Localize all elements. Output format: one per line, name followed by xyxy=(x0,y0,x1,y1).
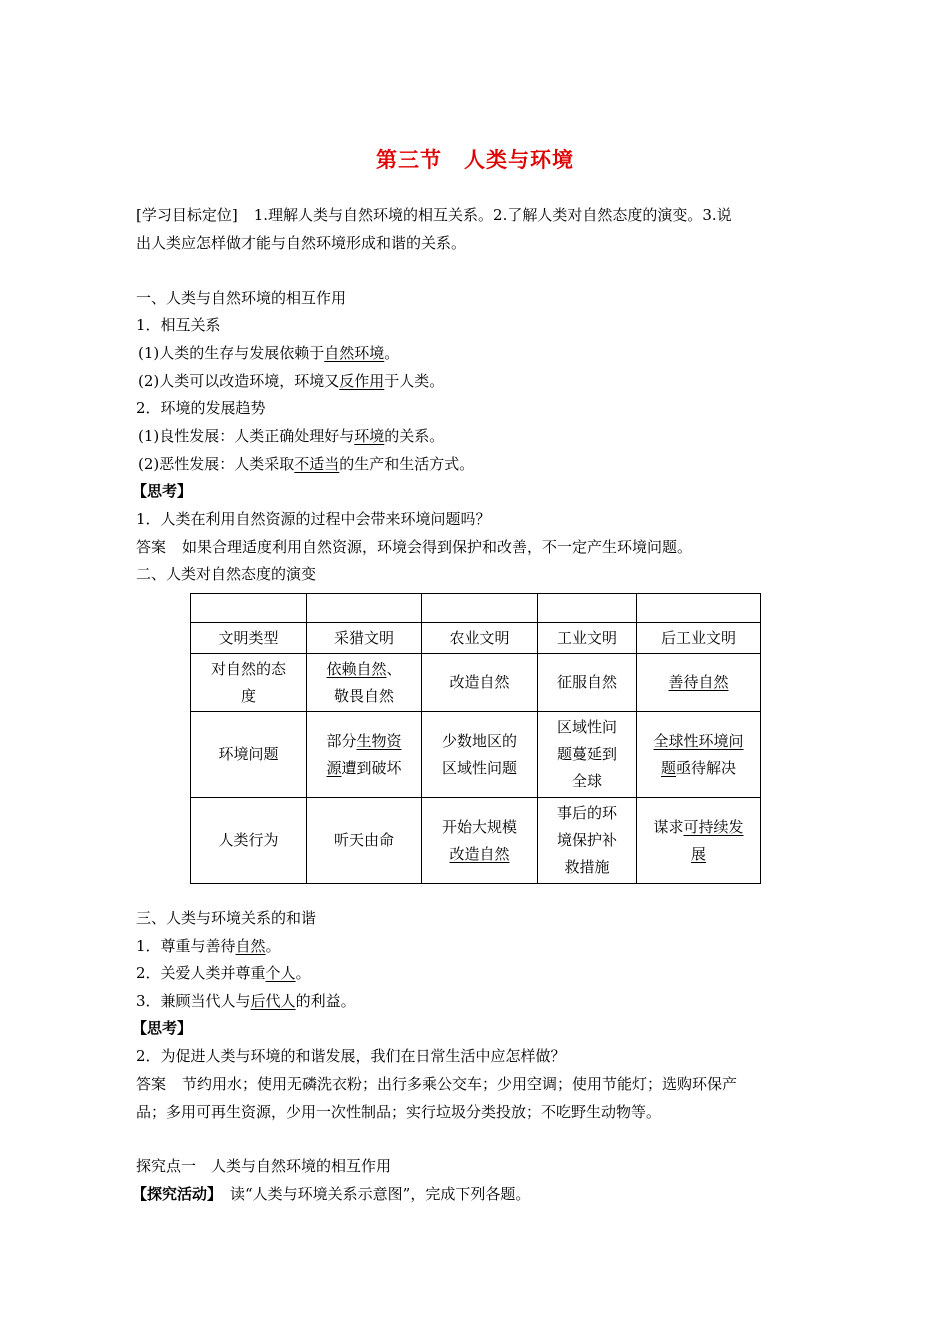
table-cell: 依赖自然、 敬畏自然 xyxy=(307,654,422,712)
list-item: 2．关爱人类并尊重个人。 xyxy=(136,964,311,982)
table-header-row xyxy=(191,623,761,654)
table-cell: 环境问题 xyxy=(191,712,307,798)
objective-label: [学习目标定位] xyxy=(136,206,238,224)
think-label: 【思考】 xyxy=(132,1019,193,1037)
table-header: 后工业文明 xyxy=(637,623,761,654)
civilization-table xyxy=(190,593,761,884)
subheading: 2．环境的发展趋势 xyxy=(136,399,266,417)
table-cell: 少数地区的 区域性问题 xyxy=(422,712,538,798)
objective-line-2: 出人类应怎样做才能与自然环境形成和谐的关系。 xyxy=(136,234,467,252)
explore-heading: 探究点一 人类与自然环境的相互作用 xyxy=(136,1157,392,1175)
table-cell: 善待自然 xyxy=(637,654,761,712)
table-header: 文明类型 xyxy=(191,623,307,654)
table-cell: 人类行为 xyxy=(191,798,307,884)
explore-activity: 【探究活动】 读“人类与环境关系示意图”，完成下列各题。 xyxy=(132,1185,531,1203)
section-heading-1: 一、人类与自然环境的相互作用 xyxy=(136,289,347,307)
table-cell: 对自然的态 度 xyxy=(191,654,307,712)
answer-continued: 品；多用可再生资源，少用一次性制品；实行垃圾分类投放；不吃野生动物等。 xyxy=(136,1103,662,1121)
table-cell: 改造自然 xyxy=(422,654,538,712)
page-title: 第三节 人类与环境 xyxy=(376,148,574,172)
think-label: 【思考】 xyxy=(132,482,193,500)
list-item: (2)恶性发展：人类采取不适当的生产和生活方式。 xyxy=(138,455,475,473)
question: 2．为促进人类与环境的和谐发展，我们在日常生活中应怎样做？ xyxy=(136,1047,566,1065)
list-item: 1．尊重与善待自然。 xyxy=(136,937,281,955)
table-row xyxy=(191,798,761,884)
answer: 答案 节约用水；使用无磷洗衣粉；出行多乘公交车；少用空调；使用节能灯；选购环保产 xyxy=(136,1075,738,1093)
table-cell: 谋求可持续发 展 xyxy=(637,798,761,884)
list-item: (1)良性发展：人类正确处理好与环境的关系。 xyxy=(138,427,445,445)
table-cell: 开始大规模 改造自然 xyxy=(422,798,538,884)
table-cell: 区域性问 题蔓延到 全球 xyxy=(538,712,637,798)
subheading: 1．相互关系 xyxy=(136,316,221,334)
activity-label: 【探究活动】 xyxy=(132,1185,223,1203)
table-row xyxy=(191,654,761,712)
objective-line-1: [学习目标定位] 1.理解人类与自然环境的相互关系。2.了解人类对自然态度的演变。3.说 xyxy=(136,206,732,224)
table-header: 采猎文明 xyxy=(307,623,422,654)
table-cell: 听天由命 xyxy=(307,798,422,884)
question: 1．人类在利用自然资源的过程中会带来环境问题吗？ xyxy=(136,510,491,528)
section-heading-3: 三、人类与环境关系的和谐 xyxy=(136,909,317,927)
table-cell: 事后的环 境保护补 救措施 xyxy=(538,798,637,884)
answer: 答案 如果合理适度利用自然资源，环境会得到保护和改善，不一定产生环境问题。 xyxy=(136,538,693,556)
table-cell: 征服自然 xyxy=(538,654,637,712)
list-item: (1)人类的生存与发展依赖于自然环境。 xyxy=(138,344,400,362)
table-header: 工业文明 xyxy=(538,623,637,654)
list-item: 3．兼顾当代人与后代人的利益。 xyxy=(136,992,356,1010)
section-heading-2: 二、人类对自然态度的演变 xyxy=(136,565,317,583)
table-row xyxy=(191,712,761,798)
table-cell: 部分生物资 源遭到破坏 xyxy=(307,712,422,798)
table-cell: 全球性环境问 题亟待解决 xyxy=(637,712,761,798)
list-item: (2)人类可以改造环境，环境又反作用于人类。 xyxy=(138,372,445,390)
table-header: 农业文明 xyxy=(422,623,538,654)
